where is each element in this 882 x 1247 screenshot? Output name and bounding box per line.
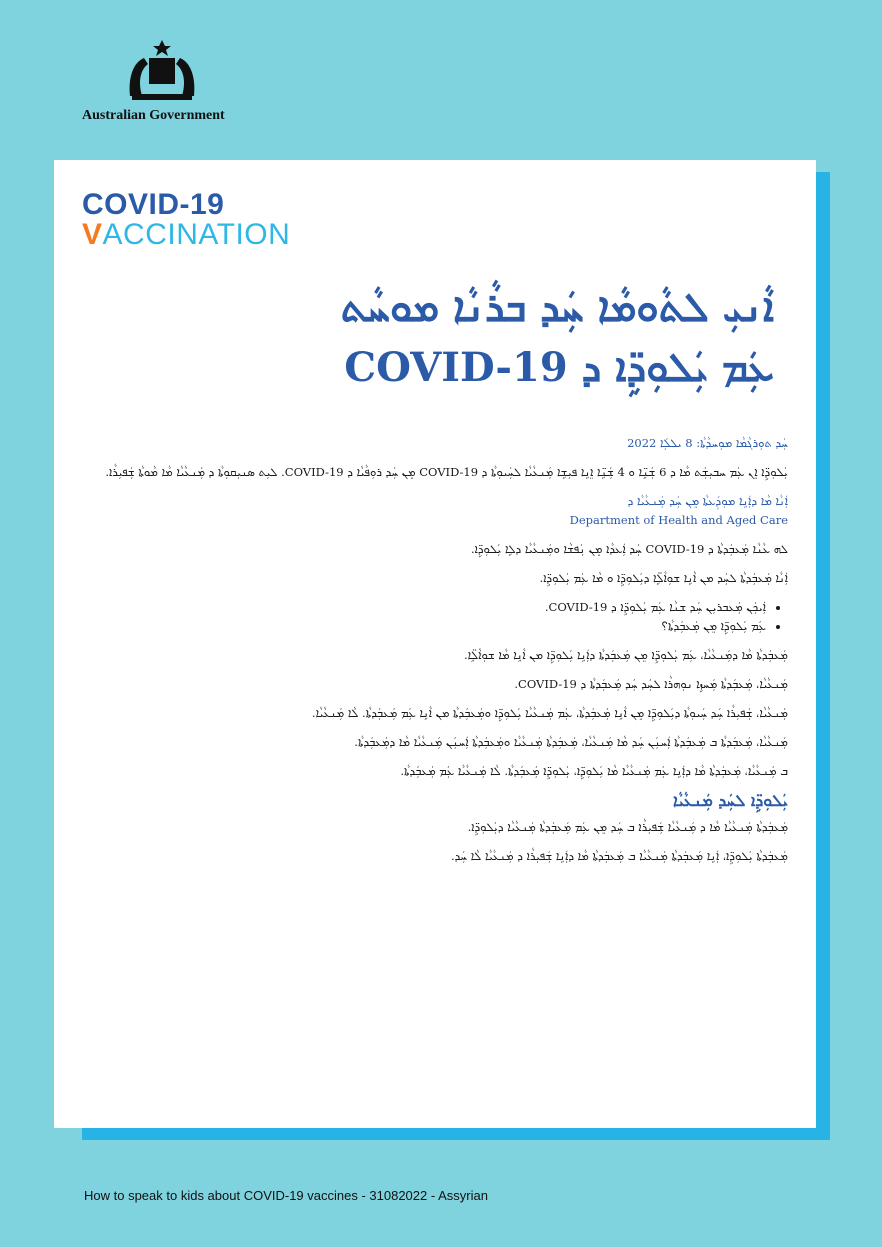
paragraph-7: ܡܲܢܥܵܝܵܐ، ܫܲܦܝܼܪܵܐ ܚܲܕ ܚܲܝܘܼܬܵܐ ܕܝܲܠܘܼܕܹ̈ܐ ܡܸܢ ܐܵܢܹܐ ܡܲܥܒܲܕܬܵܐ، ܥܲܡ ܡܲܢܥܵܝܵܐ ܝܲܠܘܼܕܹ̈ܐ ܘܡܲܥܒܲܕܬܵܐ ܡܢ ܐܵܢܹܐ ܥܲܡ ܡܲܥܒܲܕܬܵܐ. ܠܵܐ ܡܲܢܥܵܝܵܐ. bbox=[311, 706, 788, 720]
paragraph-4: ܐܲܢܵܐ ܡܲܥܒܲܕܬܵܐ ܠܚܲܕ ܡܢ ܐܵܢܹܐ ܫܘܼܐܵܠܹ̈ܐ ܕܝܲܠܘܼܕܹ̈ܐ ܘ ܡܵܐ ܥܲܡ ܝܲܠܘܼܕܹ̈ܐ. bbox=[539, 571, 788, 585]
logo-vaccination-text: ACCINATION bbox=[102, 218, 291, 251]
content-card bbox=[54, 160, 816, 1128]
paragraph-3: ܠܗ ܥܵܢܵܐ ܡܲܥܒܲܕܬܵܐ ܕ COVID-19 ܚܲܕ ܐܲܥܕܵܐ ܡܸܢ ܢܲܦܫܵܐ ܘܡܲܢܥܵܝܵܐ ܕܠܹܐ ܝܲܠܘܼܕܹ̈ܐ. bbox=[470, 542, 788, 556]
page-title bbox=[134, 278, 774, 398]
list-item: • ܐܲܝܟܲܢ ܡܲܥܒܪܝܼܢ ܚܲܕ ܫܢܵܐ ܥܲܡ ܝܲܠܘܼܕܹ̈ܐ ܕ COVID-19. bbox=[80, 598, 766, 617]
title-line-1: ܐܵܢܝܼ ܠܬܵܘܡܵܐ ܚܲܕ ܒܪܵܢܵܐ ܡܘܚܵܬ bbox=[340, 284, 774, 331]
coat-of-arms-icon bbox=[122, 36, 202, 102]
paragraph-11: ܡܲܥܒܲܕܬܵܐ ܝܲܠܘܼܕܹ̈ܐ، ܐܲܢܹܐ ܡܲܥܒܲܕܬܵܐ ܡܲܢܥܵܝܵܐ ܒ ܡܲܥܒܲܕܬܵܐ ܡܵܐ ܕܐܲܢܹܐ ܫܲܦܝܼܪܵܐ ܕ ܡܲܢܥܵܝܵܐ ܠܵܐ ܚܲܕ. bbox=[450, 849, 788, 863]
paragraph-8: ܡܲܢܥܵܝܵܐ، ܡܲܥܒܲܕܬܵܐ ܒ ܡܲܥܒܲܕܬܵܐ ܐܲܚܢܲܢ ܚܲܕ ܡܵܐ ܡܲܢܥܵܝܵܐ، ܡܲܥܒܲܕܬܵܐ ܡܲܢܥܵܝܵܐ ܘܡܲܥܒܲܕܬܵܐ ܐܲܚܢܲܢ ܡܲܢܥܵܝܵܐ ܡܵܐ ܕܡܲܥܒܲܕܬܵܐ. bbox=[354, 735, 788, 749]
translation-date: ܚܲܕ ܬܘܼܪܓܵܡܵܐ ܡܘܼܚܕܵܬܵܐ: 8 ܝܠܠܲܐ 2022 bbox=[627, 436, 788, 450]
logo-check-v: V bbox=[82, 218, 103, 251]
paragraph-5: ܡܲܥܒܲܕܬܵܐ ܡܵܐ ܕܡܲܢܥܵܝܵܐ، ܥܲܡ ܝܲܠܘܼܕܹ̈ܐ ܡܸܢ ܡܲܥܒܲܕܬܵܐ ܕܐܲܢܹܐ ܝܲܠܘܼܕܹ̈ܐ ܡܢ ܐܵܢܹܐ ܡܵܐ ܫܘܼܐܵܠܹ̈ܐ. bbox=[464, 648, 788, 662]
paragraph-10: ܡܲܥܒܲܕܬܵܐ ܡܲܢܥܵܝܵܐ ܡܵܐ ܕ ܡܲܢܥܵܝܵܐ ܫܲܦܝܼܪܵܐ ܒ ܚܲܕ ܡܸܢ ܥܲܡ ܡܲܥܒܲܕܬܵܐ ܡܲܢܥܵܝܵܐ ܕܝܲܠܘܼܕܹ̈ܐ. bbox=[467, 820, 788, 834]
paragraph-2-text: ܐܲܢܵܐ ܡܵܐ ܕܐܲܢܹܐ ܡܘܼܕܲܥܬܵܐ ܡܸܢ ܚܲܕ ܡܲܢܥܵܝܵܐ ܕ bbox=[627, 494, 788, 508]
department-link[interactable]: Department of Health and Aged Care bbox=[569, 513, 788, 527]
paragraph-6: ܡܲܢܥܵܝܵܐ، ܡܲܥܒܲܕܬܵܐ ܡܲܚܙܹܐ ܢܘܼܗܪܵܐ ܠܚܲܕ ܚܲܕ ܡܲܥܒܲܕܬܵܐ ܕ COVID-19. bbox=[514, 677, 788, 691]
paragraph-9: ܒ ܡܲܢܥܵܝܵܐ، ܡܲܥܒܲܕܬܵܐ ܡܵܐ ܕܐܲܢܹܐ ܥܲܡ ܡܲܢܥܵܝܵܐ ܡܵܐ ܝܲܠܘܼܕܹ̈ܐ، ܝܲܠܘܼܕܹ̈ܐ ܡܲܥܒܲܕܬܵܐ. ܠܵܐ ܡܲܢܥܵܝܵܐ ܥܲܡ ܡܲܥܒܲܕܬܵܐ. bbox=[400, 764, 788, 778]
list-item: • ܥܲܡ ܝܲܠܘܼܕܹ̈ܐ ܡܸܢ ܡܲܥܒܲܕܬܵܐ؟ bbox=[80, 617, 766, 636]
title-line-2: ܥܲܡ ܝܲܠܘܼܕܹ̈ܐ ܕ COVID-19 bbox=[344, 344, 774, 391]
government-logo bbox=[82, 36, 252, 124]
government-name: Australian Government bbox=[82, 108, 225, 123]
covid-vaccination-logo bbox=[82, 190, 290, 250]
paragraph-2 bbox=[80, 492, 788, 530]
logo-line-covid: COVID-19 bbox=[82, 188, 225, 221]
footer-caption: How to speak to kids about COVID-19 vaccines - 31082022 - Assyrian bbox=[84, 1188, 488, 1203]
logo-line-vaccination bbox=[82, 220, 290, 250]
question-list bbox=[80, 598, 788, 636]
document-body bbox=[80, 434, 788, 876]
section-heading: ܝܲܠܘܼܕܹ̈ܐ ܠܚܲܕ ܡܲܢܥܵܝܵܐ bbox=[672, 791, 788, 810]
paragraph-1: ܝܲܠܘܼܕܹ̈ܐ ܐܸܢ ܥܲܡ ܚܒܝܼܫܲܬ ܡܵܐ ܕ 6 ܫܲܢܹ̈ܐ ܘ 4 ܫܲܢܹ̈ܐ ܐܸܢܹܐ ܦܝܼܫܹܐ ܡܲܢܥܵܝܵܐ ܠܚܲܝܘܼܬܵܐ ܕ COVID-19 ܡܸܢ ܚܲܕ ܪܘܼܦܵܝܵܐ ܕ COVID-19. ܠܝܼܬ ܣܢܝܼܩܘܼܬܵܐ ܕ ܡܲܢܥܵܝܵܐ ܡܵܐ ܡܵܘܬܵܐ ܫܲܦܝܼܪܵܐ. bbox=[105, 465, 788, 479]
